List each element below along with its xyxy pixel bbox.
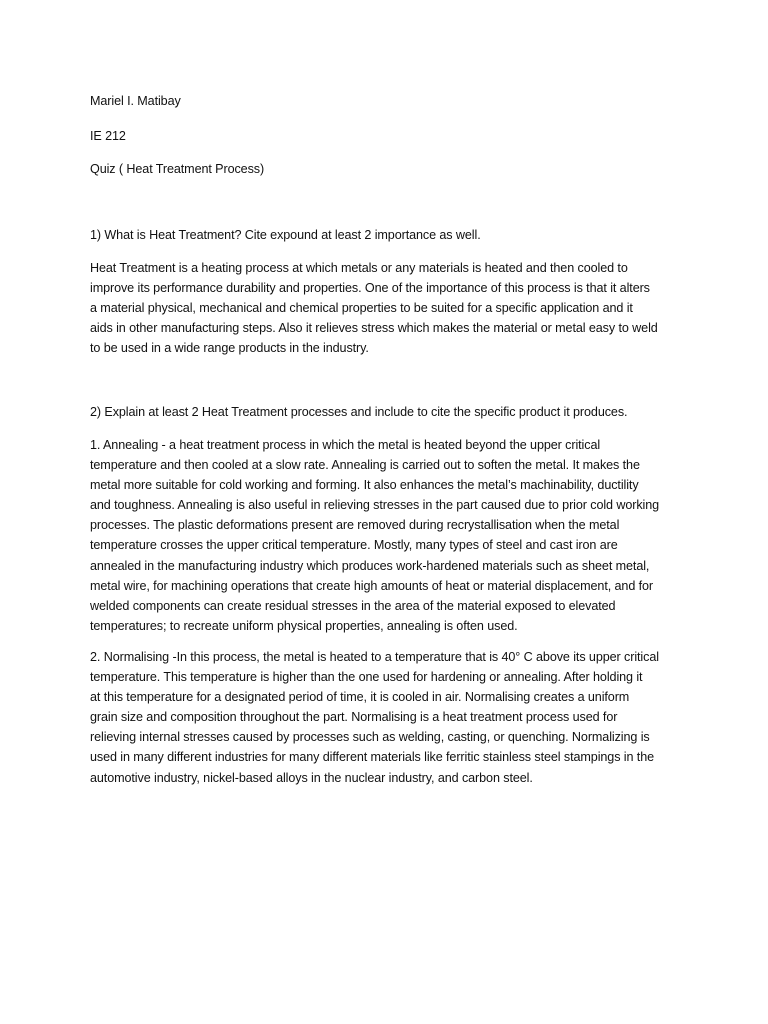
- normalising-line: relieving internal stresses caused by processes such as welding, casting, or quenching. Normalizing is: [90, 730, 650, 745]
- answer-1-line: a material physical, mechanical and chemical properties to be suited for a specific application and it: [90, 301, 633, 316]
- answer-1-paragraph: [90, 258, 710, 358]
- normalising-line: temperature. This temperature is higher than the one used for hardening or annealing. After holding it: [90, 670, 643, 685]
- annealing-line: processes. The plastic deformations present are removed during recrystallisation when the metal: [90, 518, 620, 533]
- normalising-line: 2. Normalising -In this process, the metal is heated to a temperature that is 40° C above its upper critical: [90, 650, 659, 664]
- annealing-line: and toughness. Annealing is also useful in relieving stresses in the part caused due to prior cold working: [90, 498, 660, 513]
- question-2: 2) Explain at least 2 Heat Treatment processes and include to cite the specific product it produces.: [90, 405, 628, 419]
- normalising-line: automotive industry, nickel-based alloys in the nuclear industry, and carbon steel.: [90, 770, 533, 785]
- normalising-line: grain size and composition throughout the part. Normalising is a heat treatment process used for: [90, 710, 618, 725]
- annealing-line: metal wire, for machining operations that create high amounts of heat or material displacement, and for: [90, 578, 654, 593]
- annealing-line: metal more suitable for cold working and forming. It also enhances the metal’s machinability, ductility: [90, 478, 639, 493]
- annealing-line: temperature crosses the upper critical temperature. Mostly, many types of steel and cast iron are: [90, 538, 618, 553]
- annealing-line: annealed in the manufacturing industry which produces work-hardened materials such as sheet metal,: [90, 558, 650, 573]
- annealing-line: welded components can create residual stresses in the area of the material exposed to elevated: [90, 598, 616, 613]
- annealing-line: temperatures; to recreate uniform physical properties, annealing is often used.: [90, 618, 518, 633]
- answer-1-line: aids in other manufacturing steps. Also it relieves stress which makes the material or metal easy to weld: [90, 321, 658, 336]
- author-name: Mariel I. Matibay: [90, 94, 181, 108]
- annealing-line: temperature and then cooled at a slow rate. Annealing is carried out to soften the metal. It makes the: [90, 458, 640, 473]
- annealing-paragraph: [90, 435, 710, 636]
- normalising-line: at this temperature for a designated period of time, it is cooled in air. Normalising creates a uniform: [90, 690, 630, 705]
- normalising-paragraph: [90, 647, 710, 788]
- document-title: Quiz ( Heat Treatment Process): [90, 162, 265, 176]
- answer-1-line: Heat Treatment is a heating process at which metals or any materials is heated and then cooled to: [90, 261, 628, 275]
- answer-1-line: improve its performance durability and properties. One of the importance of this process is that it alters: [90, 281, 650, 296]
- normalising-line: used in many different industries for many different materials like ferritic stainless steel stampings in the: [90, 750, 655, 765]
- answer-1-line: to be used in a wide range products in the industry.: [90, 341, 369, 356]
- annealing-line: 1. Annealing - a heat treatment process in which the metal is heated beyond the upper critical: [90, 438, 601, 452]
- question-1: 1) What is Heat Treatment? Cite expound at least 2 importance as well.: [90, 228, 481, 242]
- course-code: IE 212: [90, 129, 126, 143]
